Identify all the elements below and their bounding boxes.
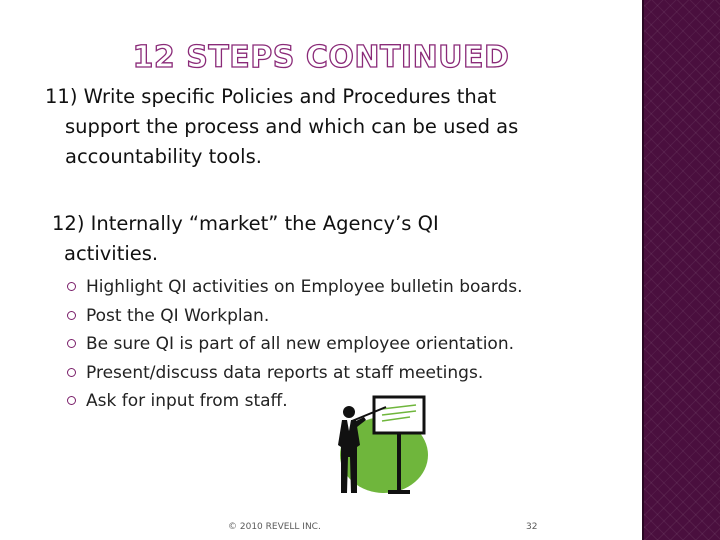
hollow-circle-bullet-icon (67, 368, 76, 377)
list-item (66, 330, 523, 359)
bullet-text: Present/discuss data reports at staff meetings. (86, 362, 484, 383)
bullet-text: Highlight QI activities on Employee bulletin boards. (86, 277, 523, 297)
bullet-text: Post the QI Workplan. (86, 305, 270, 326)
list-item (66, 359, 523, 388)
step-11-line-2: support the process and which can be used as (65, 115, 519, 138)
step-11-line-3: accountability tools. (65, 145, 262, 168)
step-12-text (52, 209, 622, 269)
step-12-line-1: 12) Internally “market” the Agency’s QI (52, 212, 439, 235)
hollow-circle-bullet-icon (67, 311, 76, 320)
footer-copyright: © 2010 REVELL INC. (228, 522, 321, 532)
slide-number: 32 (526, 522, 538, 532)
step-12-line-2: activities. (64, 242, 159, 265)
step-11-line-1: 11) Write specific Policies and Procedures that (45, 85, 497, 108)
decorative-side-panel (642, 0, 720, 540)
hollow-circle-bullet-icon (67, 339, 76, 348)
list-item (66, 302, 523, 331)
bullet-text: Be sure QI is part of all new employee orientation. (86, 334, 514, 354)
slide-title: 12 STEPS CONTINUED (132, 40, 510, 75)
bullet-list (66, 273, 523, 416)
presenter-at-board-icon (330, 395, 430, 500)
list-item (66, 273, 523, 302)
hollow-circle-bullet-icon (67, 282, 76, 291)
step-11-text (45, 82, 615, 172)
bullet-text: Ask for input from staff. (86, 391, 288, 411)
list-item (66, 387, 523, 416)
hollow-circle-bullet-icon (67, 396, 76, 405)
